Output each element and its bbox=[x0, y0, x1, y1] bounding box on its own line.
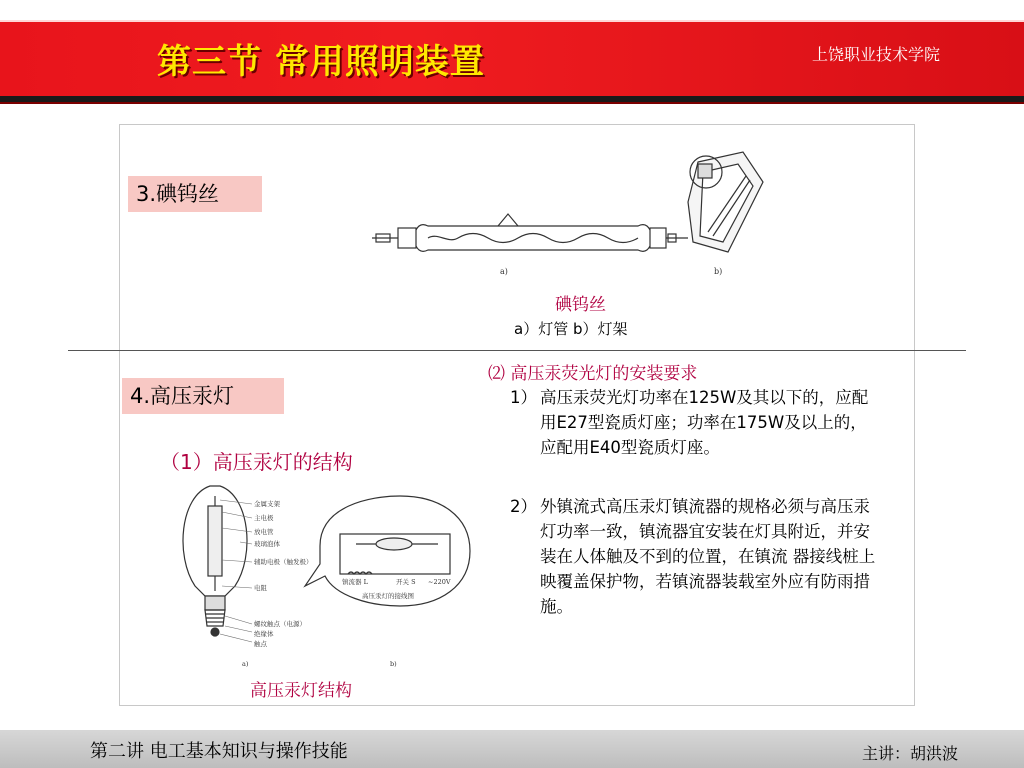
bulb-label-8: 绝缘体 bbox=[254, 630, 274, 638]
bulb-label-5: 辅助电极（触发极） bbox=[254, 558, 313, 566]
figure-b-label-2: b) bbox=[390, 660, 397, 668]
circuit-label-ballast: 镇流器 L bbox=[342, 578, 368, 586]
section3-caption-sub: a）灯管 b）灯架 bbox=[514, 320, 628, 338]
circuit-label-voltage: ~220V bbox=[428, 578, 451, 586]
requirement-item bbox=[510, 385, 880, 460]
requirements-title: ⑵ 高压汞荧光灯的安装要求 bbox=[488, 364, 698, 384]
circuit-bubble-drawing bbox=[305, 496, 470, 606]
iodine-tungsten-lamp-figure bbox=[368, 142, 768, 282]
requirement-number: 1） bbox=[510, 388, 537, 407]
bulb-leader-lines bbox=[220, 500, 252, 642]
section3-label: 3.碘钨丝 bbox=[128, 176, 262, 212]
section4-label: 4.高压汞灯 bbox=[122, 378, 284, 414]
bulb-label-3: 放电管 bbox=[254, 528, 274, 536]
bulb-label-4: 玻璃泡体 bbox=[254, 540, 280, 548]
figure-a-label: a) bbox=[500, 267, 508, 276]
bulb-label-1: 金属支架 bbox=[254, 500, 280, 508]
figure-b-label: b) bbox=[714, 267, 723, 276]
school-name: 上饶职业技术学院 bbox=[812, 45, 941, 64]
header-bottom-accent bbox=[0, 102, 1024, 104]
section-divider bbox=[68, 350, 966, 351]
footer-lecturer: 主讲：胡洪波 bbox=[862, 744, 959, 763]
circuit-label-title: 高压汞灯的接线图 bbox=[362, 592, 414, 600]
section4-subtitle: （1）高压汞灯的结构 bbox=[160, 450, 353, 474]
footer-course-title: 第二讲 电工基本知识与操作技能 bbox=[90, 741, 348, 762]
slide-title: 第三节 常用照明装置 bbox=[157, 42, 485, 82]
lamp-tube-drawing bbox=[372, 214, 688, 251]
lamp-holder-drawing bbox=[688, 152, 763, 252]
mercury-lamp-figure bbox=[170, 476, 472, 672]
requirement-item bbox=[510, 494, 880, 619]
figure-a-label-2: a) bbox=[242, 660, 249, 668]
requirement-text: 外镇流式高压汞灯镇流器的规格必须与高压汞灯功率一致，镇流器宜安装在灯具附近，并安装在人体触及不到的位置，在镇流 器接线桩上映覆盖保护物，若镇流器装载室外应有防雨措施。 bbox=[540, 497, 876, 616]
requirement-number: 2） bbox=[510, 497, 537, 516]
section3-caption-title: 碘钨丝 bbox=[555, 295, 606, 315]
bulb-label-7: 螺纹触点（电源） bbox=[254, 620, 306, 628]
circuit-label-switch: 开关 S bbox=[396, 578, 416, 586]
bulb-label-2: 主电极 bbox=[254, 514, 274, 522]
section4-figure-caption: 高压汞灯结构 bbox=[250, 681, 352, 701]
bulb-label-6: 电阻 bbox=[254, 584, 267, 592]
bulb-label-9: 触点 bbox=[254, 640, 267, 648]
requirement-text: 高压汞荧光灯功率在125W及其以下的，应配用E27型瓷质灯座；功率在175W及以上的，应配用E40型瓷质灯座。 bbox=[540, 388, 869, 457]
